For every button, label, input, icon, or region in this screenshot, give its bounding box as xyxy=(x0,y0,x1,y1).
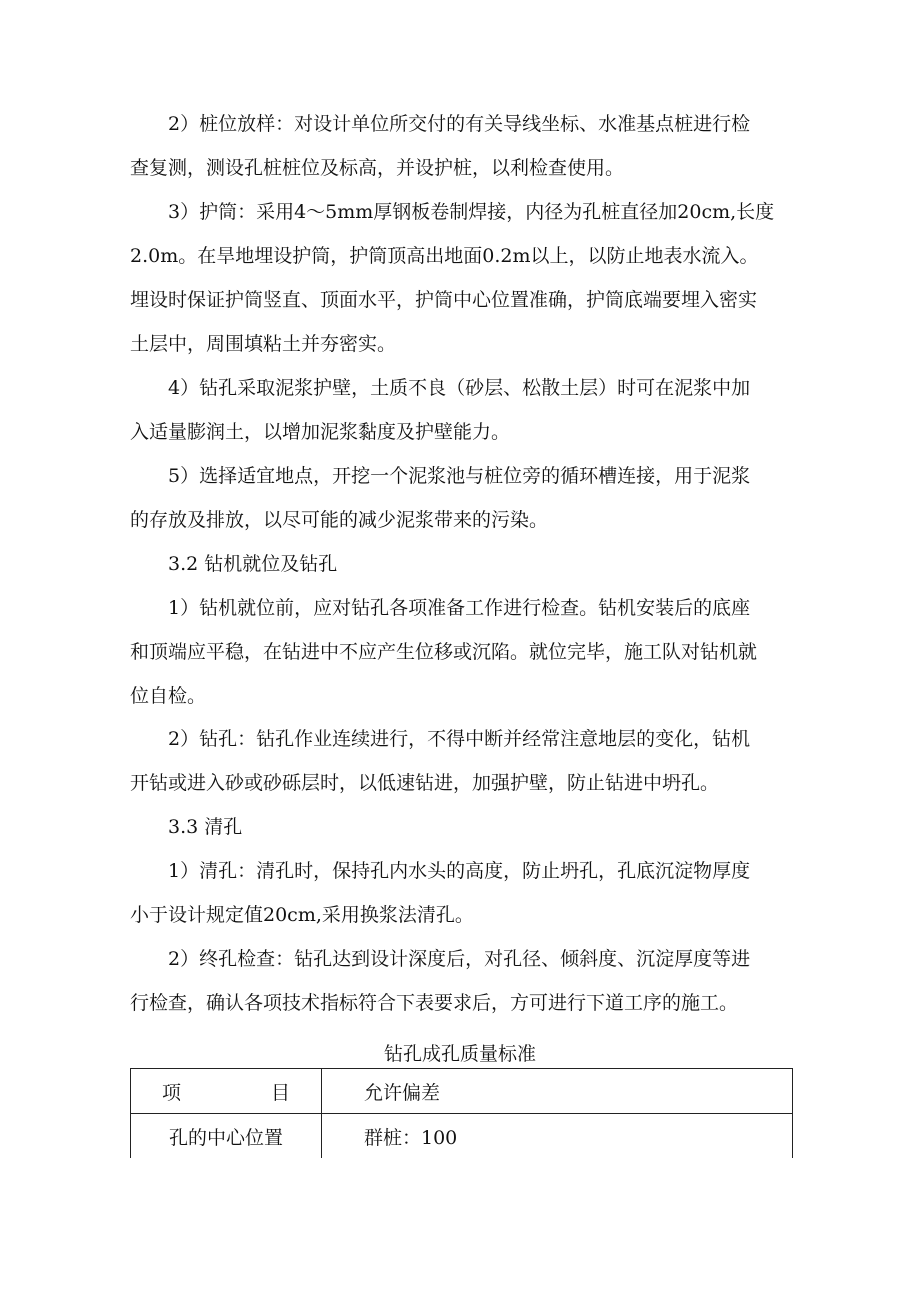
paragraph-casing xyxy=(130,190,792,366)
table-row xyxy=(131,1114,793,1159)
text-line: 2.0m。在旱地埋设护筒，护筒顶高出地面0.2m以上，以防止地表水流入。 xyxy=(130,245,759,267)
text-line: 2）钻孔：钻孔作业连续进行，不得中断并经常注意地层的变化，钻机 xyxy=(168,728,751,750)
text-line: 小于设计规定值20cm,采用换浆法清孔。 xyxy=(130,904,474,926)
text-line: 2）终孔检查：钻孔达到设计深度后，对孔径、倾斜度、沉淀厚度等进 xyxy=(168,948,751,970)
section-heading-3-3: 3.3 清孔 xyxy=(168,816,243,838)
paragraph-pile-layout xyxy=(130,102,792,190)
table-header-cell: 允许偏差 xyxy=(322,1069,793,1114)
text-line: 4）钻孔采取泥浆护壁，土质不良（砂层、松散土层）时可在泥浆中加 xyxy=(168,377,751,399)
header-item-label: 项 目 xyxy=(162,1081,290,1104)
table-header-cell xyxy=(131,1069,322,1114)
text-line: 土层中，周围填粘土并夯密实。 xyxy=(130,333,397,355)
table-caption: 钻孔成孔质量标准 xyxy=(383,1043,536,1065)
text-line: 1）钻机就位前，应对钻孔各项准备工作进行检查。钻机安装后的底座 xyxy=(168,597,751,619)
paragraph-mud-wall xyxy=(130,366,792,454)
text-line: 和顶端应平稳，在钻进中不应产生位移或沉陷。就位完毕，施工队对钻机就 xyxy=(130,641,758,663)
text-line: 查复测，测设孔桩桩位及标高，并设护桩，以利检查使用。 xyxy=(130,157,625,179)
paragraph-hole-cleaning xyxy=(130,849,792,937)
text-line: 1）清孔：清孔时，保持孔内水头的高度，防止坍孔，孔底沉淀物厚度 xyxy=(168,860,751,882)
table-header-row xyxy=(131,1069,793,1114)
text-line: 2）桩位放样：对设计单位所交付的有关导线坐标、水准基点桩进行检 xyxy=(168,113,751,135)
text-line: 开钻或进入砂或砂砾层时，以低速钻进，加强护壁，防止钻进中坍孔。 xyxy=(130,772,720,794)
text-line: 埋设时保证护筒竖直、顶面水平，护筒中心位置准确，护筒底端要埋入密实 xyxy=(130,289,758,311)
section-heading-3-2: 3.2 钻机就位及钻孔 xyxy=(168,553,338,575)
text-line: 行检查，确认各项技术指标符合下表要求后，方可进行下道工序的施工。 xyxy=(130,992,739,1014)
quality-standard-table xyxy=(130,1068,793,1158)
table-cell: 群桩：100 xyxy=(322,1114,793,1159)
text-line: 位自检。 xyxy=(130,685,207,707)
paragraph-final-inspection xyxy=(130,937,792,1025)
paragraph-mud-pit xyxy=(130,454,792,542)
paragraph-drilling xyxy=(130,717,792,805)
text-line: 3）护筒：采用4～5mm厚钢板卷制焊接，内径为孔桩直径加20cm,长度 xyxy=(168,201,775,223)
text-line: 入适量膨润土，以增加泥浆黏度及护壁能力。 xyxy=(130,421,511,443)
table-cell: 孔的中心位置 xyxy=(131,1114,322,1159)
text-line: 5）选择适宜地点，开挖一个泥浆池与桩位旁的循环槽连接，用于泥浆 xyxy=(168,465,751,487)
text-line: 的存放及排放，以尽可能的减少泥浆带来的污染。 xyxy=(130,509,549,531)
paragraph-rig-positioning xyxy=(130,586,792,718)
